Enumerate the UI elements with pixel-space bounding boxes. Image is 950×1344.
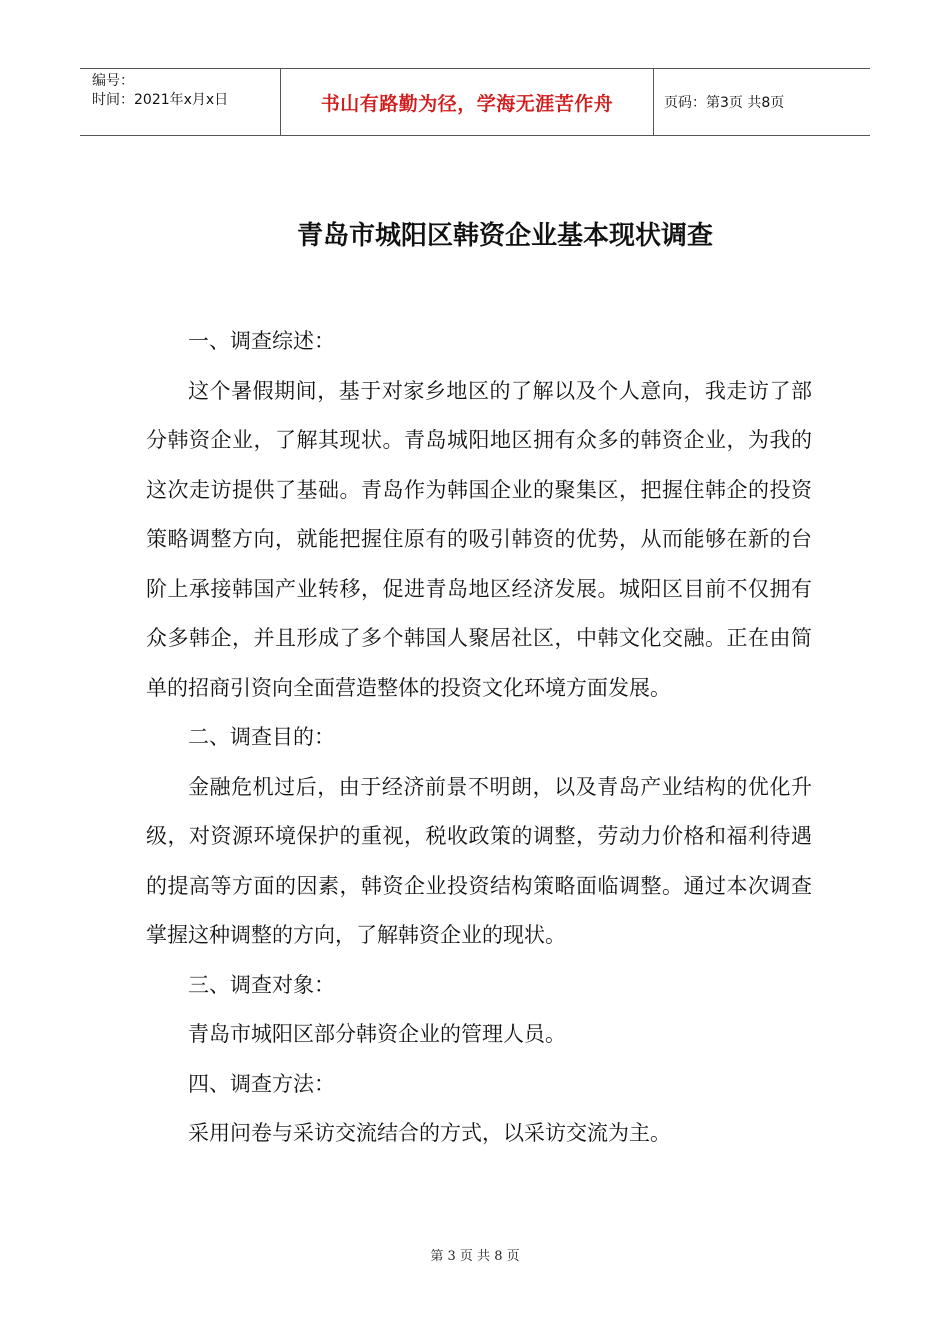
document-title: 青岛市城阳区韩资企业基本现状调查 bbox=[296, 221, 713, 251]
section-heading-overview: 一、调查综述： bbox=[188, 329, 335, 353]
section-heading-method: 四、调查方法： bbox=[188, 1071, 335, 1096]
paragraph-purpose: 金融危机过后，由于经济前景不明朗，以及青岛产业结构的优化升级，对资源环境保护的重视，税收政策的调整，劳动力价格和福利待遇的提高等方面的因素，韩资企业投资结构策略面临调整。通过本次调查掌握这种调整的方向，了解韩资企业的现状。 bbox=[146, 774, 812, 947]
paragraph-overview: 这个暑假期间，基于对家乡地区的了解以及个人意向，我走访了部分韩资企业，了解其现状。青岛城阳地区拥有众多的韩资企业，为我的这次走访提供了基础。青岛作为韩国企业的聚集区，把握住韩企的投资策略调整方向，就能把握住原有的吸引韩资的优势，从而能够在新的台阶上承接韩国产业转移，促进青岛地区经济发展。城阳区目前不仅拥有众多韩企，并且形成了多个韩国人聚居社区，中韩文化交融。正在由简单的招商引资向全面营造整体的投资文化环境方面发展。 bbox=[146, 378, 812, 700]
paragraph-method: 采用问卷与采访交流结合的方式，以采访交流为主。 bbox=[188, 1121, 671, 1145]
paragraph-subjects: 青岛市城阳区部分韩资企业的管理人员。 bbox=[188, 1022, 566, 1046]
document-body bbox=[146, 317, 812, 1159]
header-motto: 书山有路勤为径，学海无涯苦作舟 bbox=[281, 69, 654, 135]
page-footer: 第 3 页 共 8 页 bbox=[430, 1249, 520, 1264]
header-page-info: 页码：第3页 共8页 bbox=[664, 95, 785, 111]
section-heading-purpose: 二、调查目的： bbox=[188, 725, 335, 749]
header-meta bbox=[80, 69, 281, 135]
serial-number-label: 编号： bbox=[92, 73, 134, 89]
date-line: 时间：2021年x月x日 bbox=[92, 92, 229, 108]
section-heading-subjects: 三、调查对象： bbox=[188, 972, 335, 997]
page-header bbox=[80, 68, 870, 136]
